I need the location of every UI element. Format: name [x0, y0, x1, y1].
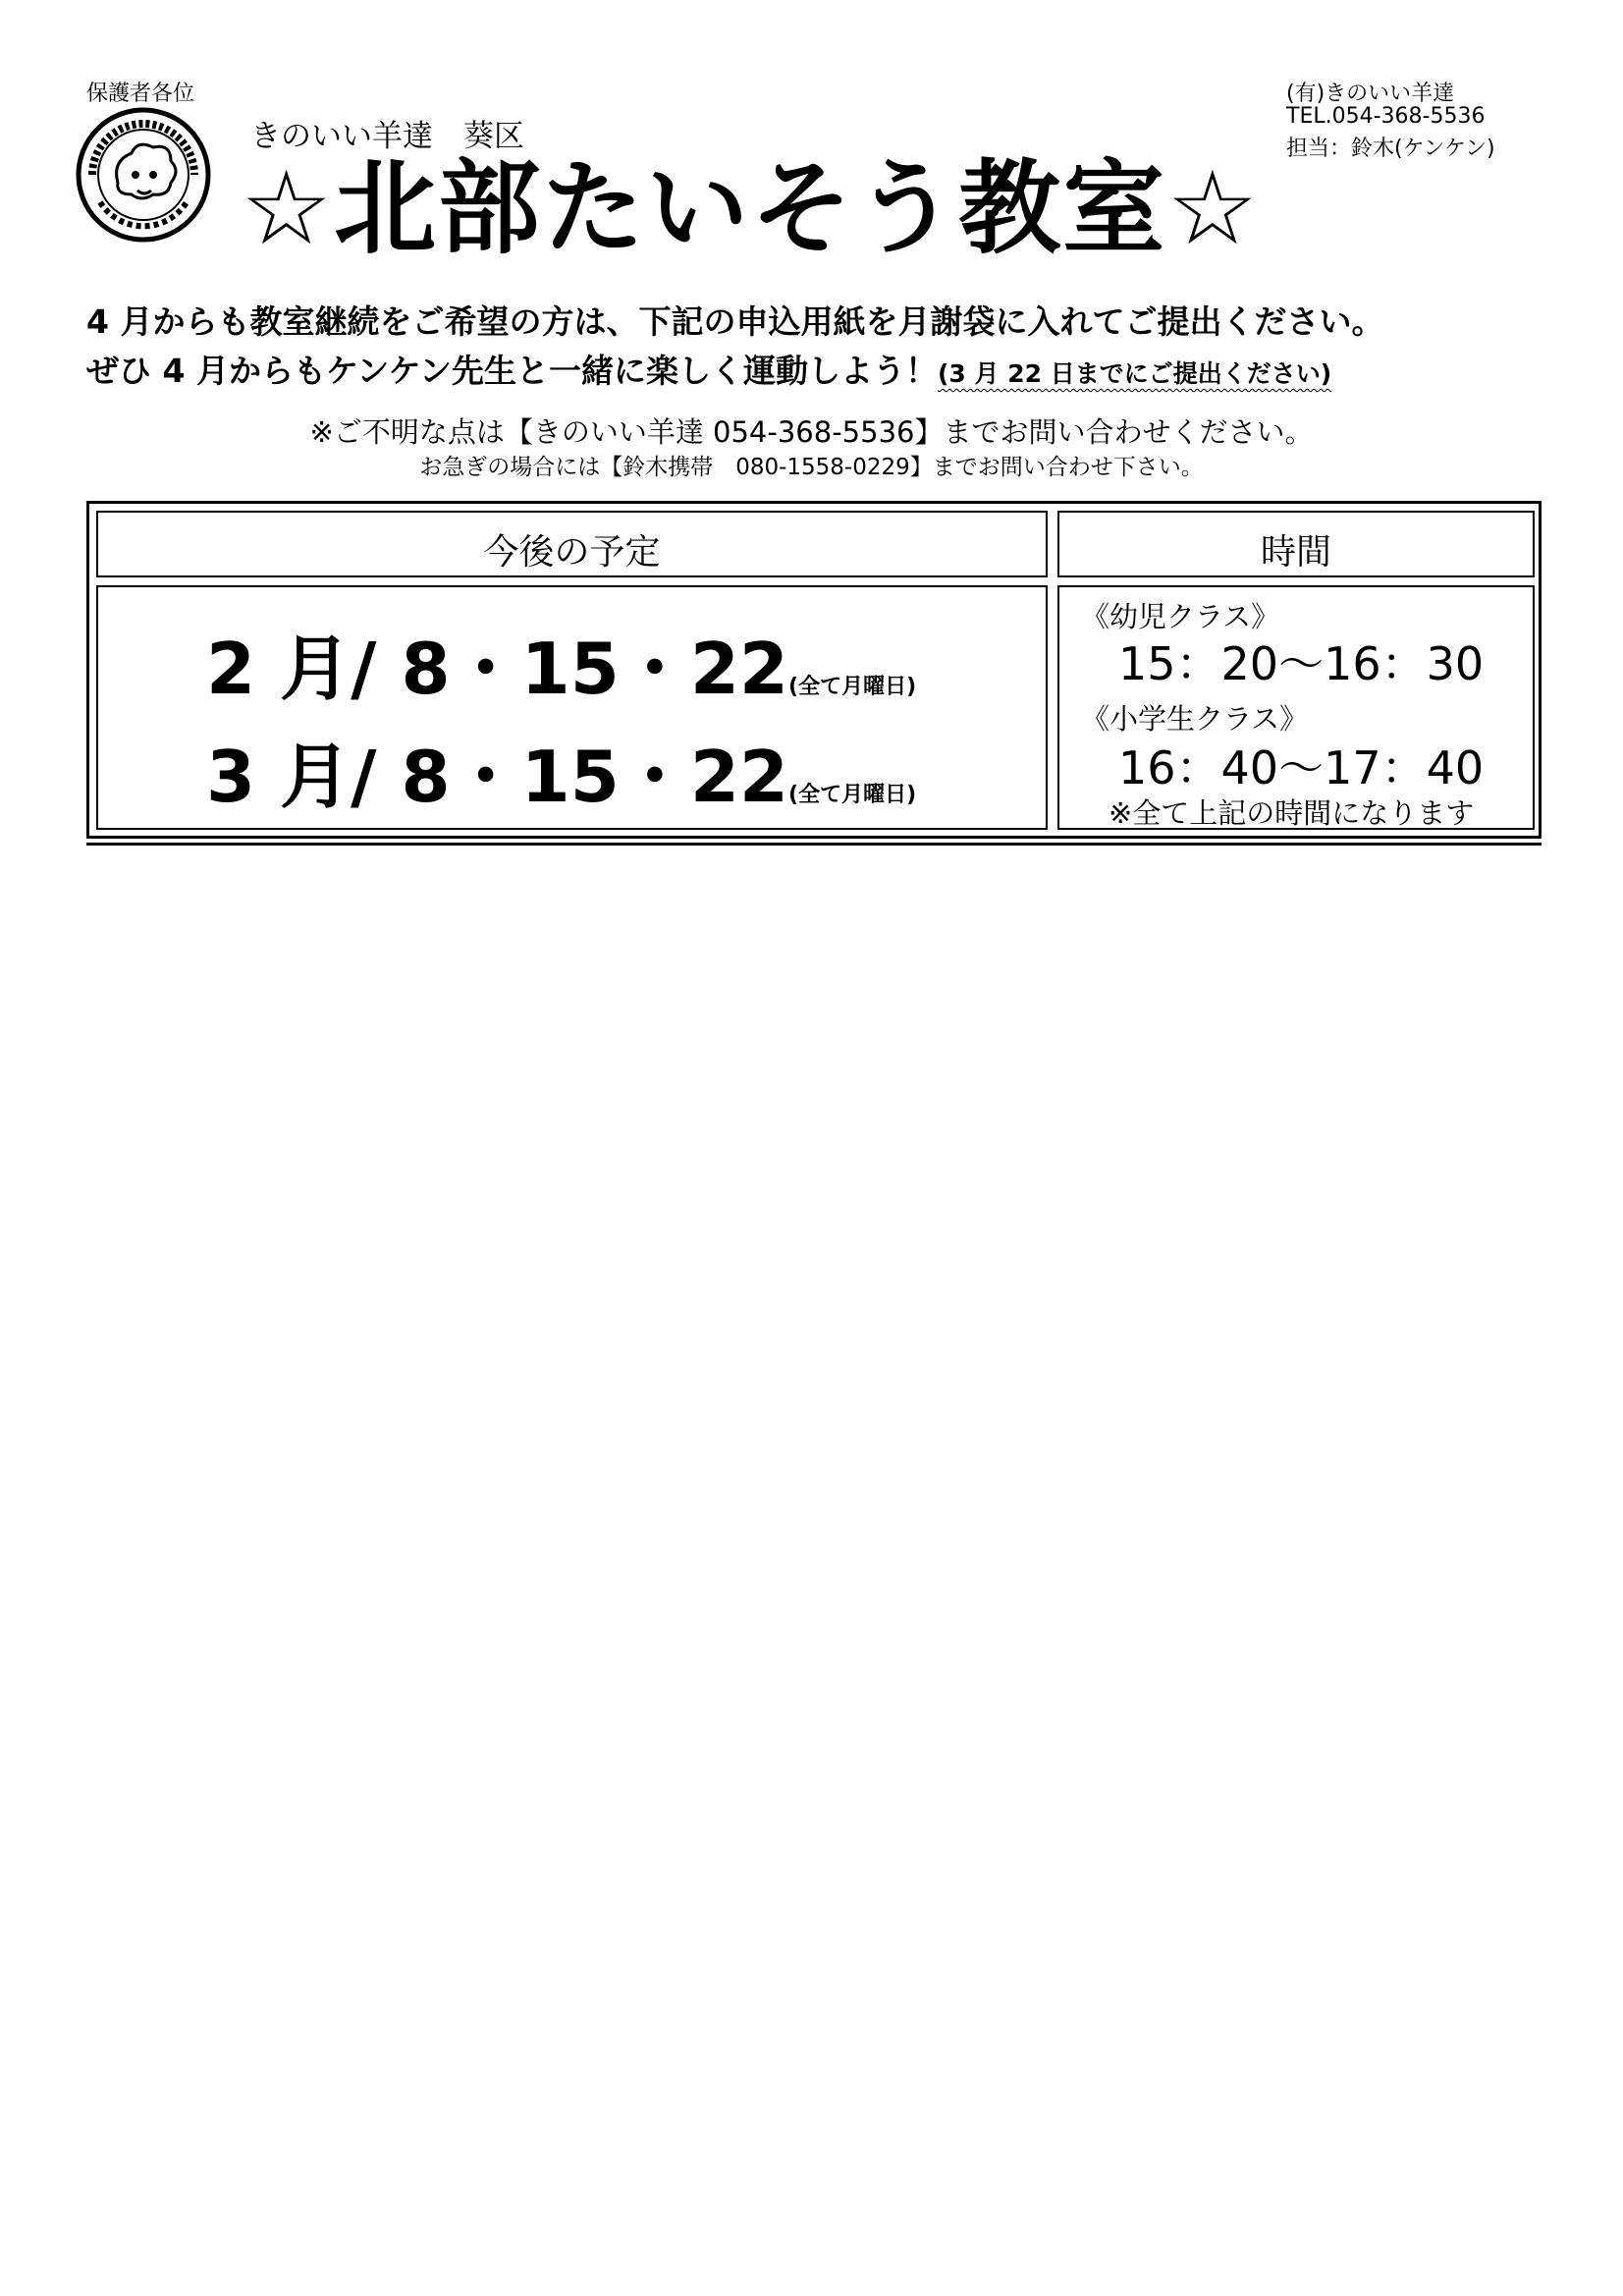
notice-line-2-text: ぜひ 4 月からもケンケン先生と一緒に楽しく運動しよう！: [86, 352, 938, 390]
class-name-elementary: 《小学生クラス》: [1081, 702, 1309, 736]
class-time-infant: 15：20～16：30: [1118, 637, 1485, 690]
notice-line-1: 4 月からも教室継続をご希望の方は、下記の申込用紙を月謝袋に入れてご提出ください。: [86, 302, 1384, 341]
schedule-table: [86, 501, 1542, 839]
schedule-header-label: 今後の予定: [483, 532, 661, 573]
inquiry-line-1: ※ご不明な点は【きのいい羊達 054-368-5536】までお問い合わせください。: [309, 415, 1314, 449]
schedule-row-march: [206, 720, 916, 822]
kinoii-hitsujitachi-logo-icon: [75, 106, 212, 244]
contact-person: 担当：鈴木(ケンケン): [1286, 137, 1495, 161]
divider: [86, 843, 1542, 846]
weekday-note: (全て月曜日): [788, 783, 917, 807]
time-header-label: 時間: [1260, 532, 1331, 573]
deadline-note: (3 月 22 日までにご提出ください): [937, 359, 1332, 388]
class-time-elementary: 16：40～17：40: [1118, 741, 1485, 794]
class-name-infant: 《幼児クラス》: [1081, 600, 1280, 633]
schedule-header-cell: [96, 511, 1048, 577]
weekday-note: (全て月曜日): [788, 675, 917, 699]
time-note: ※全て上記の時間になります: [1109, 796, 1475, 830]
class-times-cell: [1057, 585, 1535, 830]
recipients-label: 保護者各位: [86, 82, 195, 106]
page-title: ☆北部たいそう教室☆: [241, 148, 1261, 268]
schedule-dates: 2 月/ 8・15・22: [206, 628, 789, 710]
contact-company: (有)きのいい羊達: [1286, 82, 1455, 106]
schedule-dates: 3 月/ 8・15・22: [206, 736, 789, 818]
schedule-dates-cell: [96, 585, 1048, 830]
org-area-label: きのいい羊達 葵区: [250, 119, 524, 154]
contact-phone: TEL.054-368-5536: [1286, 104, 1486, 129]
inquiry-line-2: お急ぎの場合には【鈴木携帯 080-1558-0229】までお問い合わせ下さい。: [419, 455, 1204, 480]
notice-line-2: [86, 346, 1331, 392]
schedule-row-february: [206, 612, 916, 714]
time-header-cell: [1057, 511, 1535, 577]
